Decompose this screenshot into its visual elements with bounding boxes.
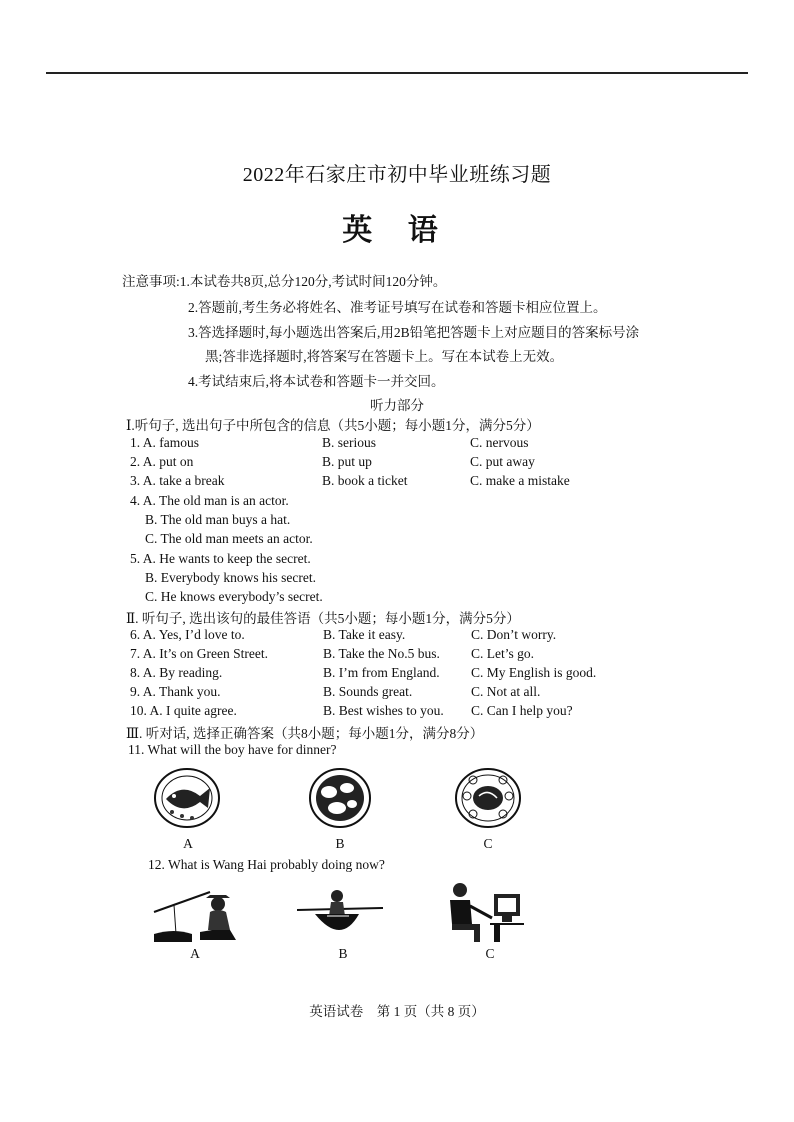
q9-option-c: C. Not at all.	[471, 684, 541, 699]
notes-label: 注意事项:	[122, 274, 180, 289]
q6-option-a: 6. A. Yes, I’d love to.	[130, 627, 245, 642]
q1-option-c: C. nervous	[470, 435, 529, 450]
q12-picture-c-computer	[446, 880, 524, 944]
q11-label-a: A	[183, 836, 193, 851]
exam-title: 2022年石家庄市初中毕业班练习题	[242, 164, 552, 186]
part2-heading: Ⅱ. 听句子, 选出该句的最佳答语（共5小题；每小题1分，满分5分）	[126, 611, 520, 626]
note-item-3-line-1: 3.答选择题时,每小题选出答案后,用2B铅笔把答题卡上对应题目的答案标号涂	[188, 325, 640, 340]
q12-label-c: C	[485, 946, 495, 961]
q6-option-c: C. Don’t worry.	[471, 627, 557, 642]
q6-option-b: B. Take it easy.	[323, 627, 406, 642]
q11-label-b: B	[335, 836, 345, 851]
note-item-4: 4.考试结束后,将本试卷和答题卡一并交回。	[188, 374, 445, 389]
q10-option-a: 10. A. I quite agree.	[130, 703, 237, 718]
q12-label-b: B	[338, 946, 348, 961]
q11-stem: 11. What will the boy have for dinner?	[128, 742, 337, 757]
section-title: 听力部分	[370, 398, 424, 413]
q11-picture-a-fish-plate	[152, 766, 222, 830]
q8-option-c: C. My English is good.	[471, 665, 597, 680]
note-item-3-line-2: 黑;答非选择题时,将答案写在答题卡上。写在本试卷上无效。	[205, 349, 564, 364]
subject-title: 英 语	[342, 214, 452, 247]
q2-option-c: C. put away	[470, 454, 535, 469]
q5-option-b: B. Everybody knows his secret.	[145, 570, 316, 585]
q11-label-c: C	[483, 836, 493, 851]
q7-option-a: 7. A. It’s on Green Street.	[130, 646, 268, 661]
q4-option-a: 4. A. The old man is an actor.	[130, 493, 289, 508]
top-rule	[46, 72, 748, 74]
q7-option-c: C. Let’s go.	[471, 646, 534, 661]
q11-picture-c-noodles-plate	[453, 766, 523, 830]
q4-option-b: B. The old man buys a hat.	[145, 512, 291, 527]
q5-option-a: 5. A. He wants to keep the secret.	[130, 551, 311, 566]
page-footer: 英语试卷 第 1 页（共 8 页）	[309, 1004, 485, 1019]
q9-option-a: 9. A. Thank you.	[130, 684, 221, 699]
q12-label-a: A	[190, 946, 200, 961]
q9-option-b: B. Sounds great.	[323, 684, 413, 699]
q2-option-b: B. put up	[322, 454, 372, 469]
q3-option-b: B. book a ticket	[322, 473, 408, 488]
part3-heading: Ⅲ. 听对话, 选择正确答案（共8小题；每小题1分，满分8分）	[126, 726, 484, 741]
q10-option-c: C. Can I help you?	[471, 703, 573, 718]
q12-picture-a-fishing	[152, 886, 236, 944]
q3-option-a: 3. A. take a break	[130, 473, 225, 488]
q2-option-a: 2. A. put on	[130, 454, 194, 469]
q1-option-a: 1. A. famous	[130, 435, 199, 450]
part1-heading: Ⅰ.听句子, 选出句子中所包含的信息（共5小题；每小题1分，满分5分）	[126, 418, 540, 433]
q8-option-b: B. I’m from England.	[323, 665, 440, 680]
q12-picture-b-rowing	[297, 886, 387, 944]
q8-option-a: 8. A. By reading.	[130, 665, 223, 680]
q1-option-b: B. serious	[322, 435, 376, 450]
q3-option-c: C. make a mistake	[470, 473, 570, 488]
q12-stem: 12. What is Wang Hai probably doing now?	[148, 857, 385, 872]
q7-option-b: B. Take the No.5 bus.	[323, 646, 440, 661]
q10-option-b: B. Best wishes to you.	[323, 703, 444, 718]
q4-option-c: C. The old man meets an actor.	[145, 531, 313, 546]
note-item-2: 2.答题前,考生务必将姓名、准考证号填写在试卷和答题卡相应位置上。	[188, 300, 607, 315]
q5-option-c: C. He knows everybody’s secret.	[145, 589, 323, 604]
note-item-1: 1.本试卷共8页,总分120分,考试时间120分钟。	[179, 274, 447, 289]
q11-picture-b-dumplings-plate	[307, 766, 373, 830]
notes-line-1	[122, 270, 446, 290]
